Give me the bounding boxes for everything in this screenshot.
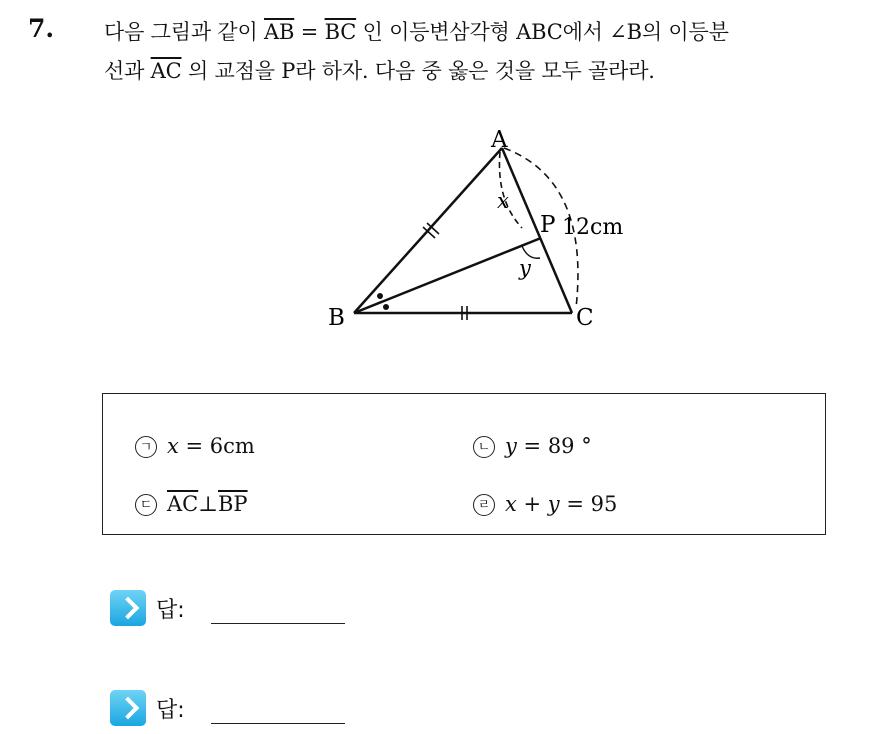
angle-dot: [383, 304, 389, 310]
question-text: 인 이등변삼각형 ABC에서 ∠B의 이등분: [356, 20, 729, 44]
question-text: 선과: [104, 59, 151, 83]
option-3: [135, 492, 248, 516]
option-text: = 6cm: [178, 434, 255, 458]
question-text: 의 교점을 P라 하자. 다음 중 옳은 것을 모두 골라라.: [181, 59, 655, 83]
label-x: x: [497, 189, 509, 213]
option-marker: ㄷ: [135, 494, 157, 516]
option-marker: ㄱ: [135, 436, 157, 458]
question-number: 7.: [28, 14, 55, 43]
option-segment: $\overline{BP}$: [217, 492, 248, 516]
option-2: [473, 434, 592, 458]
perpendicular-symbol: ⊥: [198, 492, 218, 516]
chevron-right-icon: [110, 690, 146, 726]
option-variable: y: [547, 492, 560, 516]
options-box: [102, 393, 826, 535]
option-text: +: [516, 492, 548, 516]
answer-blank[interactable]: [211, 693, 345, 724]
vertex-label-b: B: [328, 305, 345, 331]
answer-row-2: [110, 690, 345, 726]
point-label-p: P: [540, 212, 556, 238]
triangle-figure: [300, 120, 660, 340]
answer-row-1: [110, 590, 345, 626]
option-marker: ㄹ: [473, 494, 495, 516]
question-line-1: [104, 16, 729, 46]
option-text: = 95: [559, 492, 618, 516]
label-y: y: [519, 256, 531, 280]
question-line-2: [104, 55, 655, 85]
option-marker: ㄴ: [473, 436, 495, 458]
segment-ac: $\overline{AC}$: [150, 59, 182, 83]
question-text: 다음 그림과 같이: [104, 20, 265, 44]
segment-bc: $\overline{BC}$: [324, 20, 357, 44]
vertex-label-c: C: [576, 305, 594, 331]
bisector-bp: [354, 238, 541, 313]
option-variable: x: [505, 492, 517, 516]
option-1: [135, 434, 255, 458]
answer-label: 답:: [156, 597, 185, 623]
chevron-right-icon: [110, 590, 146, 626]
answer-blank[interactable]: [211, 593, 345, 624]
angle-dot: [377, 293, 383, 299]
answer-label: 답:: [156, 697, 185, 723]
option-text: = 89 °: [516, 434, 592, 458]
segment-ab: $\overline{AB}$: [264, 20, 295, 44]
length-label: 12cm: [562, 215, 624, 240]
equals-sign: =: [294, 20, 325, 44]
option-segment: $\overline{AC}$: [167, 492, 199, 516]
option-variable: x: [167, 434, 179, 458]
option-4: [473, 492, 617, 516]
vertex-label-a: A: [491, 127, 508, 153]
option-variable: y: [505, 434, 517, 458]
